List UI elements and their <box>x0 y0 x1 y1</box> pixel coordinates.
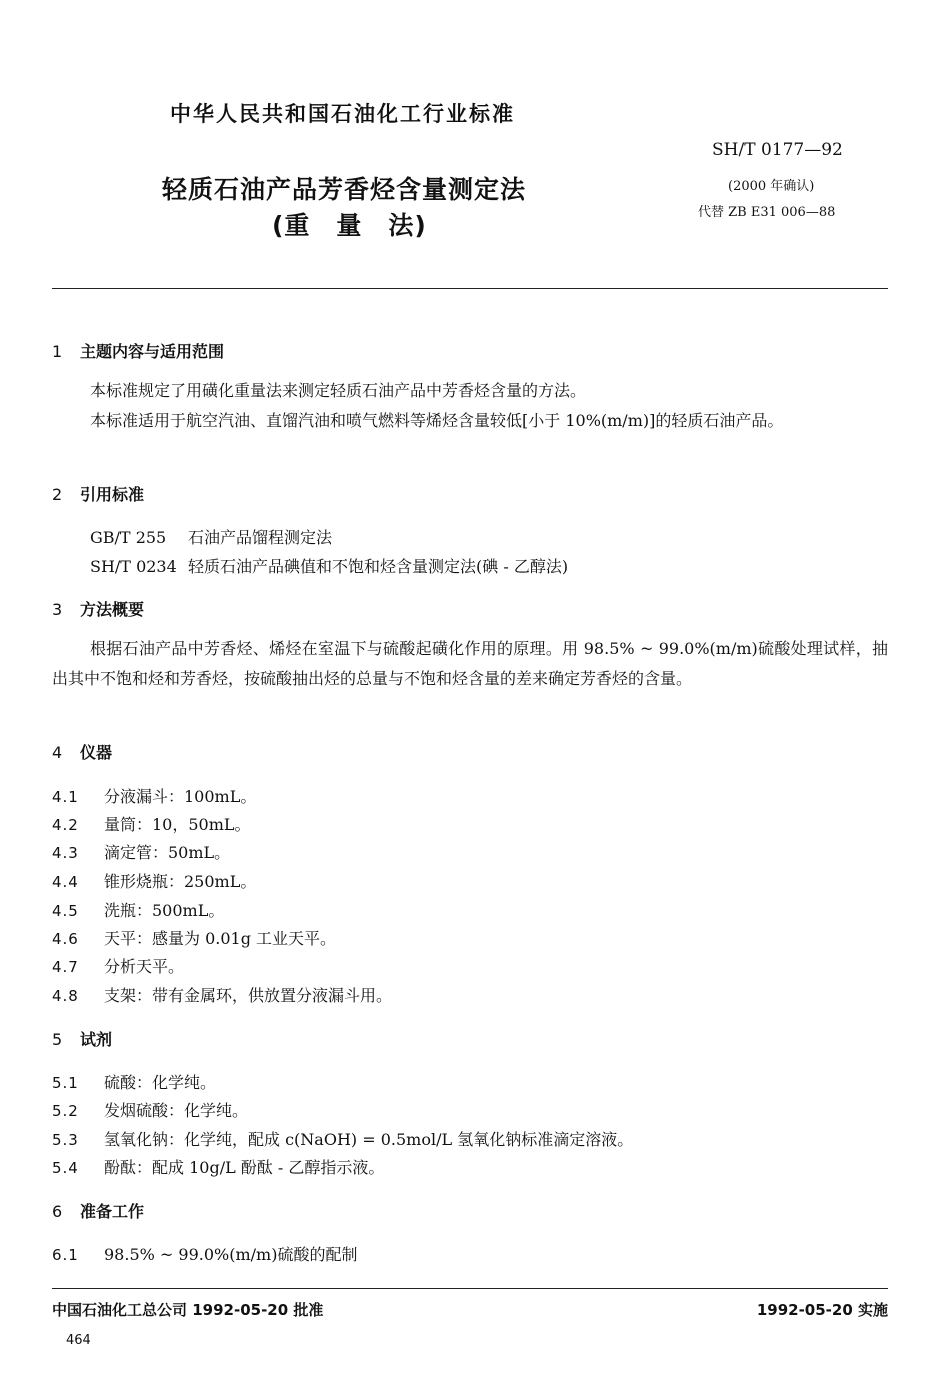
item-number: 5.4 <box>52 1159 79 1177</box>
section-5-heading <box>52 1027 112 1050</box>
section-1-heading <box>52 339 224 362</box>
footer-divider <box>52 1288 888 1289</box>
item-text: 锥形烧瓶：250mL。 <box>104 872 257 891</box>
item-text: 硫酸：化学纯。 <box>104 1073 217 1092</box>
implementation-note: 1992-05-20 实施 <box>756 1301 888 1319</box>
confirmation-note: (2000 年确认) <box>728 179 815 194</box>
list-item <box>52 840 230 863</box>
reference-item <box>90 554 568 577</box>
item-text: 天平：感量为 0.01g 工业天平。 <box>104 929 337 948</box>
list-item <box>52 1070 216 1093</box>
item-text: 量筒：10，50mL。 <box>104 815 251 834</box>
page-number: 464 <box>66 1333 91 1348</box>
section-6-heading <box>52 1199 144 1222</box>
section-number: 3 <box>52 600 63 619</box>
item-text: 氢氧化钠：化学纯，配成 c(NaOH) = 0.5mol/L 氢氧化钠标准滴定溶液。 <box>104 1130 634 1149</box>
list-item <box>52 926 336 949</box>
section-3-heading <box>52 597 144 620</box>
section-title: 主题内容与适用范围 <box>80 342 225 361</box>
section-4-heading <box>52 740 112 763</box>
item-number: 4.4 <box>52 873 79 891</box>
reference-name: 石油产品馏程测定法 <box>188 528 333 547</box>
item-number: 5.2 <box>52 1102 79 1120</box>
standard-code: SH/T 0177—92 <box>712 140 843 160</box>
item-number: 4.1 <box>52 788 79 806</box>
list-item <box>52 1242 357 1265</box>
item-text: 支架：带有金属环，供放置分液漏斗用。 <box>104 986 393 1005</box>
replaces-note: 代替 ZB E31 006—88 <box>698 205 836 220</box>
item-number: 4.2 <box>52 816 79 834</box>
item-number: 4.6 <box>52 930 79 948</box>
approval-note: 中国石油化工总公司 1992-05-20 批准 <box>52 1301 324 1319</box>
section-number: 2 <box>52 485 63 504</box>
reference-name: 轻质石油产品碘值和不饱和烃含量测定法(碘 - 乙醇法) <box>188 557 569 576</box>
issuing-organization: 中华人民共和国石油化工行业标准 <box>170 102 515 126</box>
item-text: 洗瓶：500mL。 <box>104 901 225 920</box>
list-item <box>52 812 251 835</box>
section-number: 6 <box>52 1202 63 1221</box>
item-text: 98.5% ~ 99.0%(m/m)硫酸的配制 <box>104 1245 358 1264</box>
item-number: 4.5 <box>52 902 79 920</box>
section-number: 1 <box>52 342 63 361</box>
section-1-paragraph-2: 本标准适用于航空汽油、直馏汽油和喷气燃料等烯烃含量较低[小于 10%(m/m)]的轻质石油产品。 <box>90 411 784 430</box>
list-item <box>52 954 184 977</box>
reference-item <box>90 525 332 548</box>
item-number: 4.7 <box>52 958 79 976</box>
reference-code: GB/T 255 <box>90 528 167 547</box>
list-item <box>52 898 224 921</box>
section-1-paragraph-1: 本标准规定了用磺化重量法来测定轻质石油产品中芳香烃含量的方法。 <box>90 381 587 400</box>
document-subtitle: (重 量 法) <box>272 211 427 240</box>
section-3-paragraph: 根据石油产品中芳香烃、烯烃在室温下与硫酸起磺化作用的原理。用 98.5% ~ 99.0%(m/m)硫酸处理试样，抽出其中不饱和烃和芳香烃，按硫酸抽出烃的总量与不饱和烃含量的差来确定芳香烃的含量。 <box>52 639 888 688</box>
item-text: 酚酞：配成 10g/L 酚酞 - 乙醇指示液。 <box>104 1158 385 1177</box>
list-item <box>52 983 392 1006</box>
document-title: 轻质石油产品芳香烃含量测定法 <box>162 175 527 204</box>
header-divider <box>52 288 888 289</box>
item-number: 4.8 <box>52 987 79 1005</box>
section-title: 仪器 <box>80 743 113 762</box>
section-title: 引用标准 <box>80 485 145 504</box>
list-item <box>52 1155 384 1178</box>
item-number: 5.1 <box>52 1074 79 1092</box>
section-title: 试剂 <box>80 1030 113 1049</box>
section-number: 4 <box>52 743 63 762</box>
item-text: 分析天平。 <box>104 957 185 976</box>
reference-code: SH/T 0234 <box>90 557 177 576</box>
item-number: 6.1 <box>52 1246 79 1264</box>
item-text: 发烟硫酸：化学纯。 <box>104 1101 249 1120</box>
section-title: 准备工作 <box>80 1202 145 1221</box>
item-number: 5.3 <box>52 1131 79 1149</box>
item-text: 滴定管：50mL。 <box>104 843 231 862</box>
list-item <box>52 1098 248 1121</box>
section-2-heading <box>52 482 144 505</box>
list-item <box>52 784 256 807</box>
item-number: 4.3 <box>52 844 79 862</box>
section-title: 方法概要 <box>80 600 145 619</box>
item-text: 分液漏斗：100mL。 <box>104 787 257 806</box>
list-item <box>52 869 256 892</box>
list-item <box>52 1127 633 1150</box>
section-number: 5 <box>52 1030 63 1049</box>
